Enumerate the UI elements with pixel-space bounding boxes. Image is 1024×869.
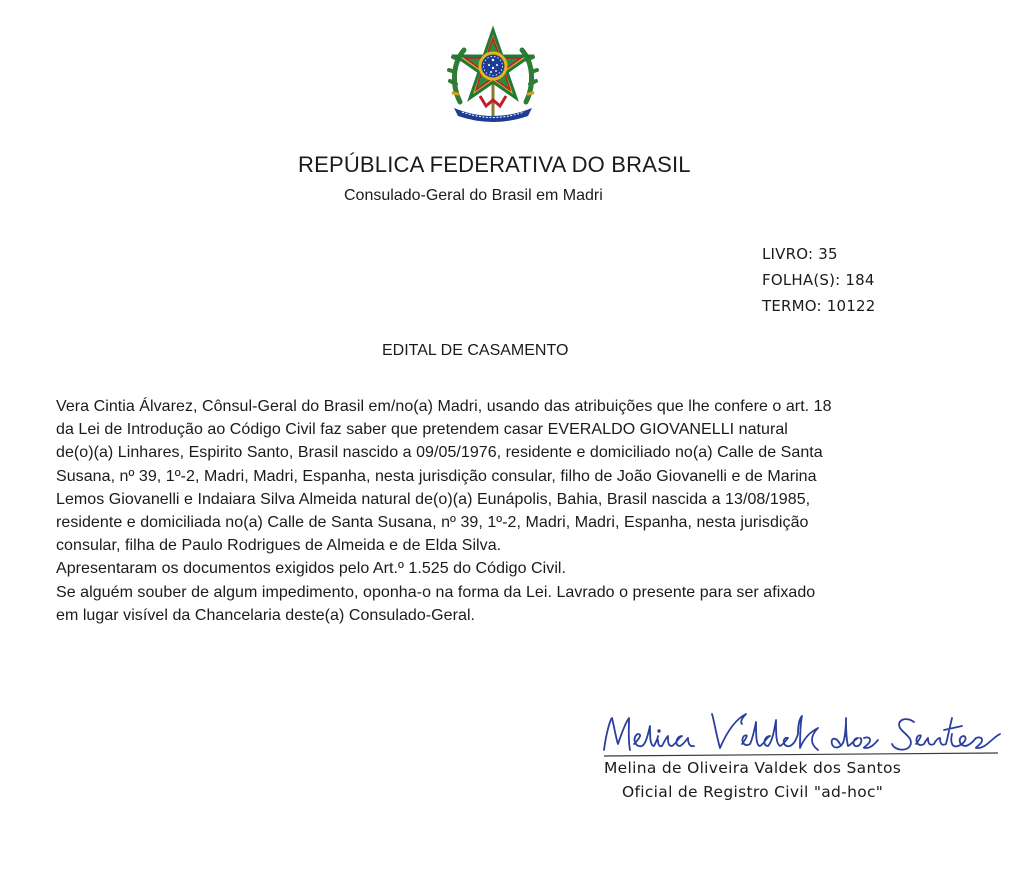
registry-livro: LIVRO: 35 <box>762 245 838 263</box>
body-line: Apresentaram os documentos exigidos pelo Art.º 1.525 do Código Civil. <box>56 560 567 578</box>
signer-name: Melina de Oliveira Valdek dos Santos <box>604 759 902 777</box>
body-line: Se alguém souber de algum impedimento, oponha-o na forma da Lei. Lavrado o presente para ser afixado <box>56 583 816 601</box>
handwritten-signature <box>596 704 1006 764</box>
signer-role: Oficial de Registro Civil "ad-hoc" <box>622 783 884 801</box>
page-subtitle: Consulado-Geral do Brasil em Madri <box>344 187 603 204</box>
document-title: EDITAL DE CASAMENTO <box>382 342 569 359</box>
body-line: Vera Cintia Álvarez, Cônsul-Geral do Brasil em/no(a) Madri, usando das atribuições que lhe confere o art. 18 <box>56 398 832 415</box>
page-title: REPÚBLICA FEDERATIVA DO BRASIL <box>298 152 691 177</box>
registry-termo: TERMO: 10122 <box>762 297 876 315</box>
body-line: consular, filha de Paulo Rodrigues de Almeida e de Elda Silva. <box>56 537 502 555</box>
body-line: da Lei de Introdução ao Código Civil faz saber que pretendem casar EVERALDO GIOVANELLI natural <box>56 421 788 439</box>
body-line: em lugar visível da Chancelaria deste(a) Consulado-Geral. <box>56 606 476 624</box>
registry-folha: FOLHA(S): 184 <box>762 271 875 289</box>
registry-info <box>762 241 876 319</box>
body-line: Lemos Giovanelli e Indaiara Silva Almeida natural de(o)(a) Eunápolis, Bahia, Brasil nascida a 13/08/1985, <box>56 490 811 508</box>
body-line: de(o)(a) Linhares, Espirito Santo, Brasil nascido a 09/05/1976, residente e domiciliado no(a) Calle de Santa <box>56 444 823 462</box>
brazil-coat-of-arms-icon <box>446 24 540 124</box>
body-line: Susana, nº 39, 1º-2, Madri, Madri, Espanha, nesta jurisdição consular, filho de João Giovanelli e de Marina <box>56 467 817 485</box>
body-line: residente e domiciliada no(a) Calle de Santa Susana, nº 39, 1º-2, Madri, Madri, Espanha, nesta jurisdição <box>56 514 809 532</box>
edital-body <box>56 395 940 627</box>
